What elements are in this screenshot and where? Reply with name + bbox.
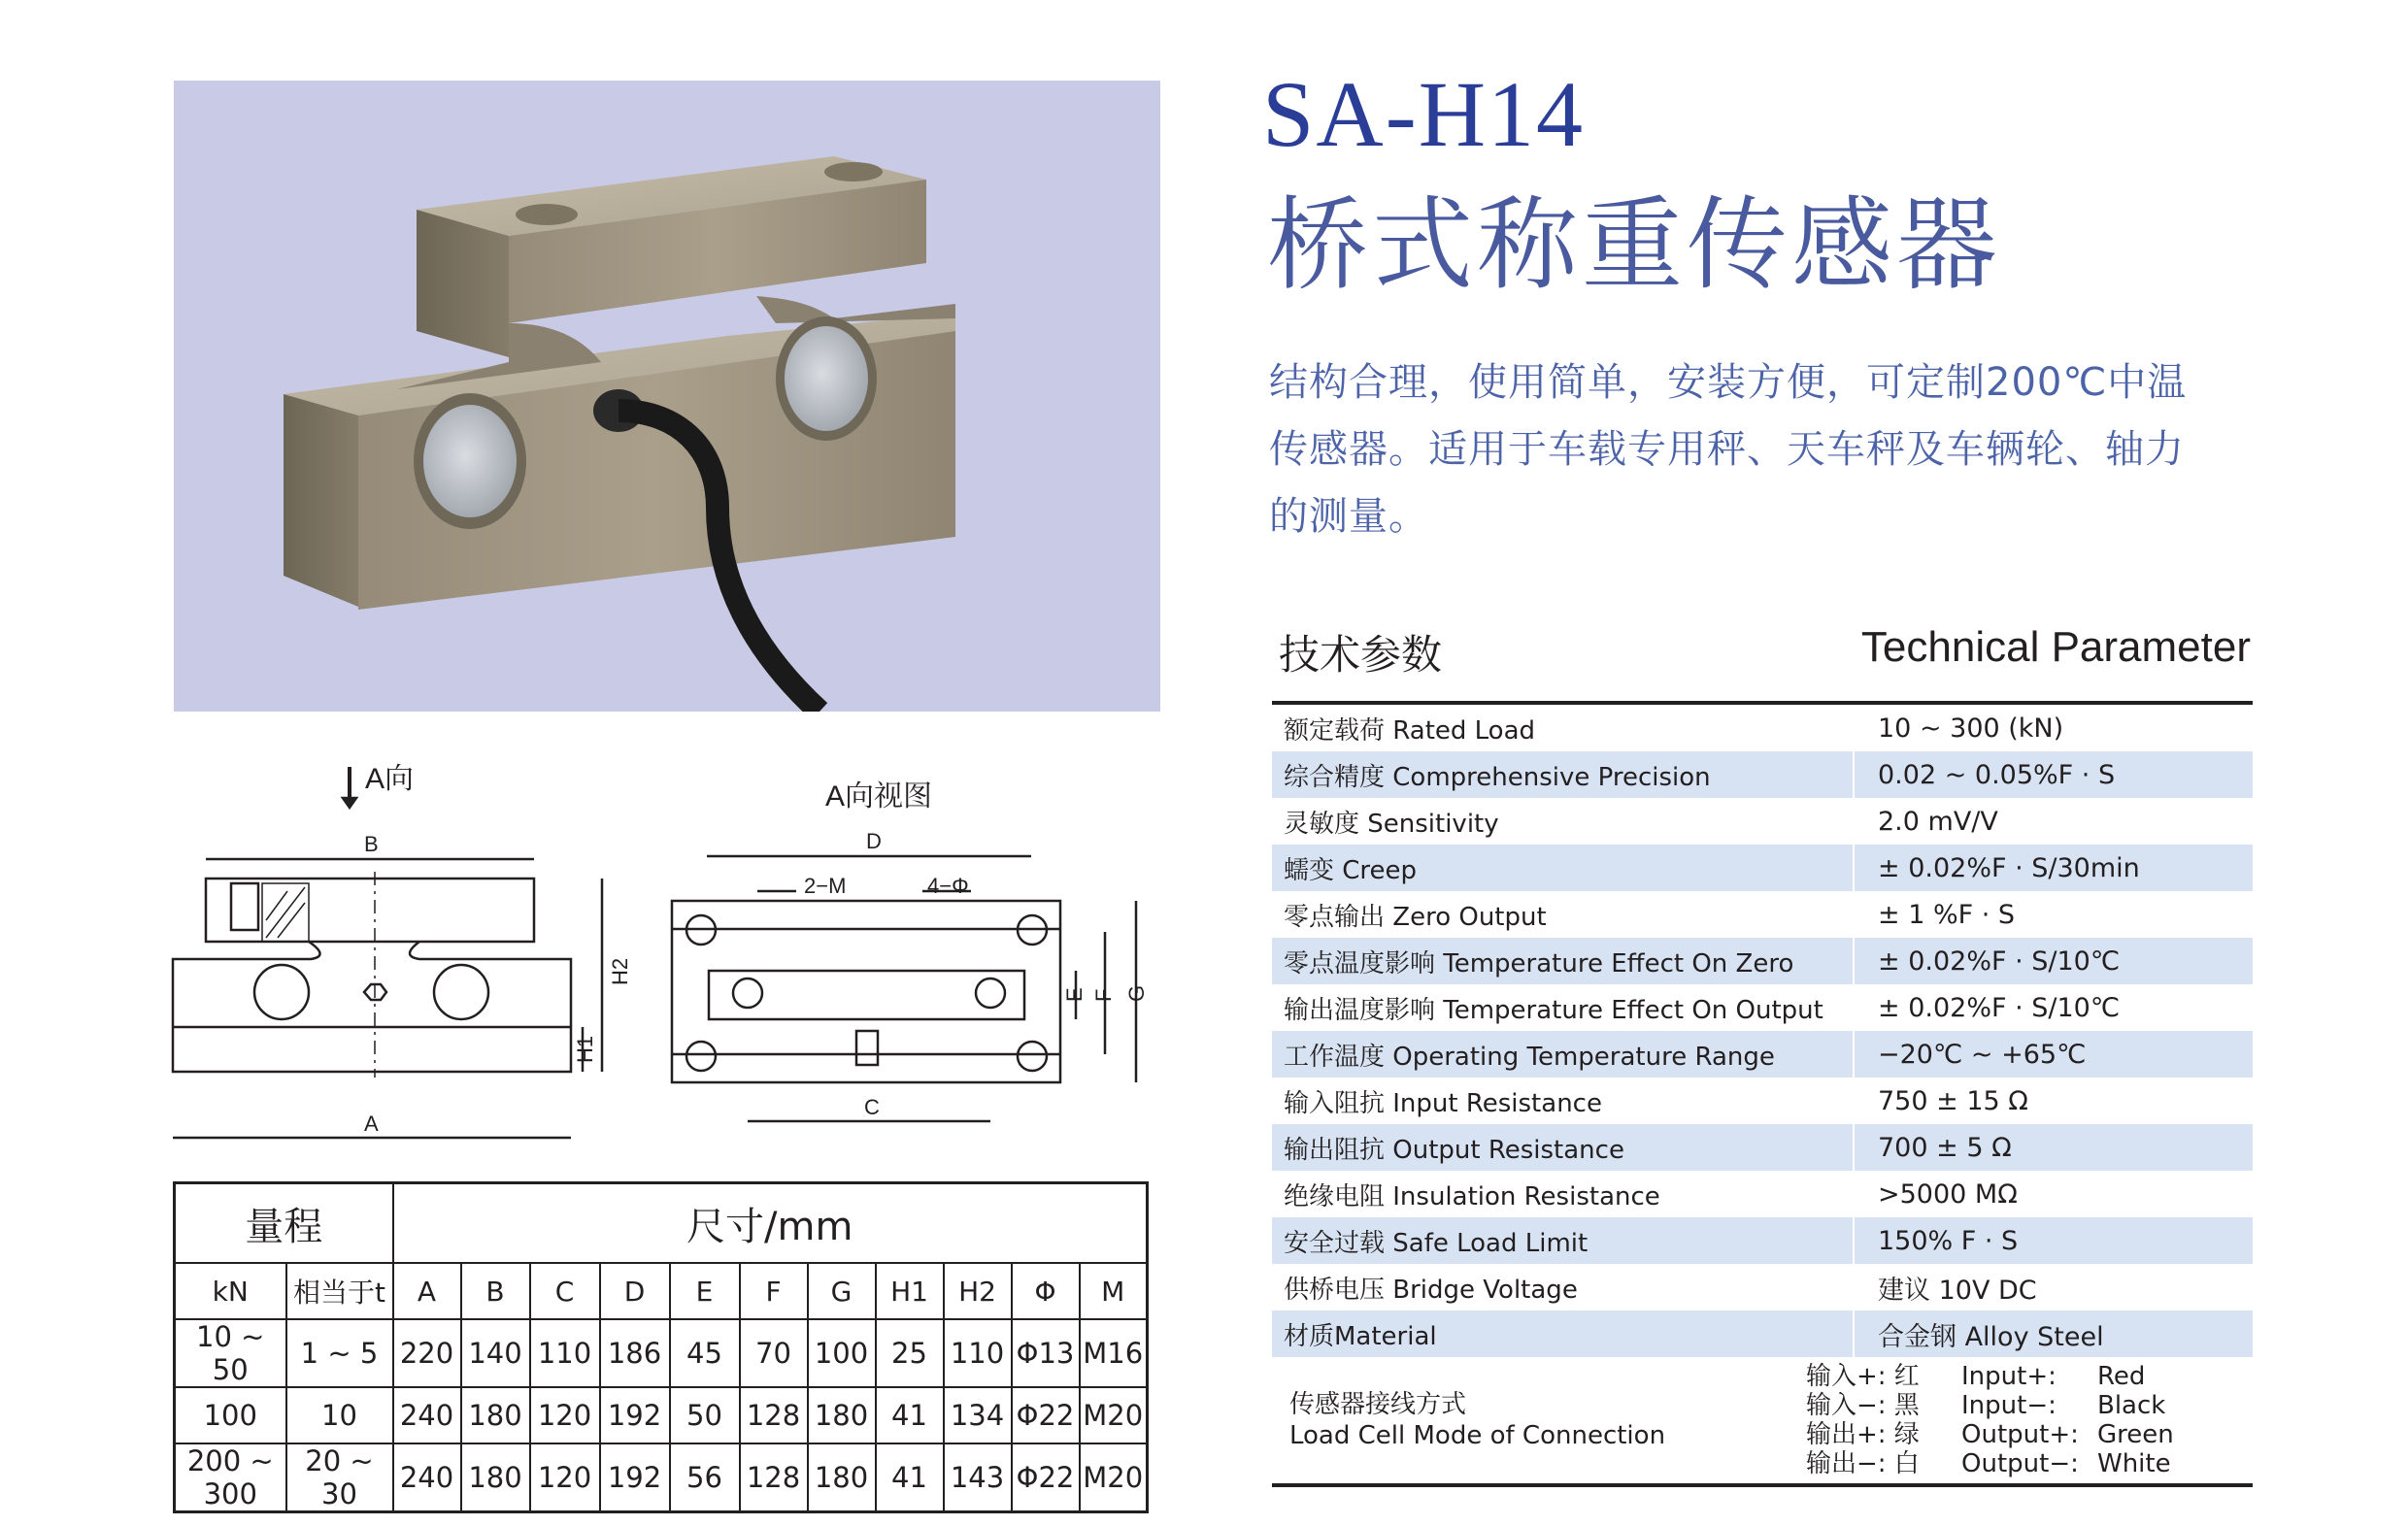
description-line: 的测量。 <box>1269 494 1428 539</box>
connection-row <box>1272 1357 2253 1483</box>
param-row <box>1272 1310 2253 1357</box>
param-key: 蠕变 Creep <box>1272 845 1855 891</box>
wire-color: Green <box>2097 1420 2174 1449</box>
param-key: 零点输出 Zero Output <box>1272 891 1855 938</box>
side-view <box>173 763 632 1138</box>
param-row <box>1272 938 2253 984</box>
description-line: 传感器。适用于车载专用秤、天车秤及车辆轮、轴力 <box>1269 427 2185 472</box>
column-header: D <box>600 1263 670 1319</box>
connection-key-en: Load Cell Mode of Connection <box>1289 1421 1666 1450</box>
param-key: 灵敏度 Sensitivity <box>1272 798 1855 845</box>
product-description <box>1269 349 2289 550</box>
table-cell: 220 <box>393 1319 461 1387</box>
param-value: ± 0.02%F · S/30min <box>1878 852 2140 883</box>
dim-label: D <box>866 829 882 853</box>
param-value: 750 ± 15 Ω <box>1878 1085 2028 1116</box>
param-row <box>1272 1171 2253 1217</box>
dim-label: A <box>364 1111 379 1136</box>
table-cell: 25 <box>876 1319 944 1387</box>
table-cell: 100 <box>175 1387 286 1443</box>
param-row <box>1272 984 2253 1031</box>
wire-color: Black <box>2097 1391 2166 1420</box>
table-cell: Φ22 <box>1012 1387 1080 1443</box>
column-header: M <box>1080 1263 1148 1319</box>
param-value: 2.0 mV/V <box>1878 806 1998 837</box>
column-header: G <box>808 1263 876 1319</box>
column-header: H2 <box>944 1263 1012 1319</box>
technical-drawing <box>165 747 1170 1155</box>
wire-en: Output+: <box>1961 1420 2079 1449</box>
column-header: Φ <box>1012 1263 1080 1319</box>
param-key: 综合精度 Comprehensive Precision <box>1272 751 1855 798</box>
table-cell: 70 <box>740 1319 808 1387</box>
table-cell: M16 <box>1080 1319 1148 1387</box>
table-cell: 50 <box>670 1387 740 1443</box>
table-cell: 200 ~ 300 <box>175 1443 286 1512</box>
connection-key <box>1272 1357 1783 1483</box>
param-row <box>1272 751 2253 798</box>
table-cell: 180 <box>461 1443 530 1512</box>
param-value: 10 ~ 300 (kN) <box>1878 713 2064 744</box>
table-cell: 134 <box>944 1387 1012 1443</box>
param-row <box>1272 1031 2253 1078</box>
dim-label: C <box>864 1095 880 1119</box>
table-cell: 10 <box>286 1387 393 1443</box>
param-value: ± 1 %F · S <box>1878 899 2016 930</box>
table-cell: 240 <box>393 1443 461 1512</box>
dimension-table <box>173 1181 1149 1513</box>
tech-params-heading-cn: 技术参数 <box>1279 631 1443 679</box>
table-cell: 120 <box>530 1443 600 1512</box>
param-key: 材质Material <box>1272 1310 1855 1357</box>
dim-label: 4−Φ <box>927 874 969 898</box>
param-row <box>1272 1078 2253 1124</box>
param-row <box>1272 1217 2253 1264</box>
param-value: >5000 MΩ <box>1878 1178 2018 1210</box>
table-cell: 180 <box>808 1443 876 1512</box>
wire-en: Input−: <box>1961 1391 2057 1420</box>
dim-label: 2−M <box>804 874 847 898</box>
table-cell: 186 <box>600 1319 670 1387</box>
param-key: 输出阻抗 Output Resistance <box>1272 1124 1855 1171</box>
param-key: 输出温度影响 Temperature Effect On Output <box>1272 984 1855 1031</box>
param-key: 输入阻抗 Input Resistance <box>1272 1078 1855 1124</box>
param-row <box>1272 845 2253 891</box>
dim-label: B <box>364 832 379 856</box>
table-cell: 120 <box>530 1387 600 1443</box>
column-header: B <box>461 1263 530 1319</box>
wire-cn: 输出−: 白 <box>1806 1449 1920 1478</box>
param-key: 工作温度 Operating Temperature Range <box>1272 1031 1855 1078</box>
param-key: 安全过载 Safe Load Limit <box>1272 1217 1855 1264</box>
table-cell: 143 <box>944 1443 1012 1512</box>
wire-en: Input+: <box>1961 1362 2057 1391</box>
end-view <box>672 780 1149 1121</box>
table-cell: 192 <box>600 1443 670 1512</box>
column-header: E <box>670 1263 740 1319</box>
table-cell: 10 ~ 50 <box>175 1319 286 1387</box>
load-cell-illustration <box>174 81 1160 712</box>
table-cell: 41 <box>876 1387 944 1443</box>
param-row <box>1272 705 2253 751</box>
table-cell: 20 ~ 30 <box>286 1443 393 1512</box>
tech-params-heading-en: Technical Parameter <box>1860 623 2251 671</box>
param-row <box>1272 798 2253 845</box>
column-header: F <box>740 1263 808 1319</box>
dim-label: H2 <box>608 957 632 985</box>
table-cell: M20 <box>1080 1443 1148 1512</box>
param-value: ± 0.02%F · S/10℃ <box>1878 992 2121 1023</box>
param-key: 绝缘电阻 Insulation Resistance <box>1272 1171 1855 1217</box>
wire-color: Red <box>2097 1362 2146 1391</box>
table-cell: 41 <box>876 1443 944 1512</box>
dim-label: E <box>1062 987 1087 1002</box>
param-row <box>1272 891 2253 938</box>
table-cell: 240 <box>393 1387 461 1443</box>
param-key: 额定载荷 Rated Load <box>1272 705 1855 751</box>
table-cell: 128 <box>740 1387 808 1443</box>
table-cell: 56 <box>670 1443 740 1512</box>
size-header: 尺寸/mm <box>393 1183 1148 1264</box>
table-cell: 180 <box>808 1387 876 1443</box>
wire-cn: 输入+: 红 <box>1806 1362 1920 1391</box>
table-cell: 45 <box>670 1319 740 1387</box>
table-cell: Φ13 <box>1012 1319 1080 1387</box>
model-number: SA-H14 <box>1262 62 1586 166</box>
wire-en: Output−: <box>1961 1449 2079 1478</box>
param-row <box>1272 1264 2253 1310</box>
param-value: 合金钢 Alloy Steel <box>1878 1321 2104 1352</box>
column-header: C <box>530 1263 600 1319</box>
column-header-row <box>175 1263 1148 1319</box>
column-header: kN <box>175 1263 286 1319</box>
param-value: 700 ± 5 Ω <box>1878 1132 2012 1163</box>
view-label: A向视图 <box>825 780 933 813</box>
param-value: 0.02 ~ 0.05%F · S <box>1878 759 2116 790</box>
param-row <box>1272 1124 2253 1171</box>
param-key: 供桥电压 Bridge Voltage <box>1272 1264 1855 1310</box>
product-photo <box>174 81 1160 712</box>
wire-list <box>1806 1362 2253 1478</box>
table-cell: 192 <box>600 1387 670 1443</box>
column-header: A <box>393 1263 461 1319</box>
wire-cn: 输出+: 绿 <box>1806 1420 1920 1449</box>
dim-label: G <box>1124 984 1149 1002</box>
table-cell: 180 <box>461 1387 530 1443</box>
param-key: 零点温度影响 Temperature Effect On Zero <box>1272 938 1855 984</box>
wire-color: White <box>2097 1449 2171 1478</box>
param-value: 建议 10V DC <box>1878 1275 2037 1306</box>
param-value: −20℃ ~ +65℃ <box>1878 1039 2087 1070</box>
wire-cn: 输入−: 黑 <box>1806 1391 1920 1420</box>
tech-params-table <box>1272 701 2253 1487</box>
description-line: 结构合理，使用简单，安装方便，可定制200℃中温 <box>1269 360 2188 405</box>
param-value: ± 0.02%F · S/10℃ <box>1878 945 2121 977</box>
table-cell: 110 <box>944 1319 1012 1387</box>
dim-label: H1 <box>573 1035 597 1063</box>
param-value: 150% F · S <box>1878 1225 2019 1256</box>
table-cell: 140 <box>461 1319 530 1387</box>
range-header: 量程 <box>175 1183 393 1264</box>
table-cell: 128 <box>740 1443 808 1512</box>
table-row <box>175 1319 1148 1387</box>
table-cell: M20 <box>1080 1387 1148 1443</box>
table-cell: Φ22 <box>1012 1443 1080 1512</box>
table-cell: 110 <box>530 1319 600 1387</box>
column-header: H1 <box>876 1263 944 1319</box>
table-row <box>175 1443 1148 1512</box>
dim-label: F <box>1091 988 1116 1002</box>
product-title: 桥式称重传感器 <box>1267 185 2002 304</box>
connection-key-cn: 传感器接线方式 <box>1289 1390 1467 1419</box>
arrow-label: A向 <box>365 763 415 795</box>
connection-value <box>1783 1362 2253 1478</box>
column-header: 相当于t <box>286 1263 393 1319</box>
table-cell: 1 ~ 5 <box>286 1319 393 1387</box>
table-cell: 100 <box>808 1319 876 1387</box>
table-row <box>175 1387 1148 1443</box>
